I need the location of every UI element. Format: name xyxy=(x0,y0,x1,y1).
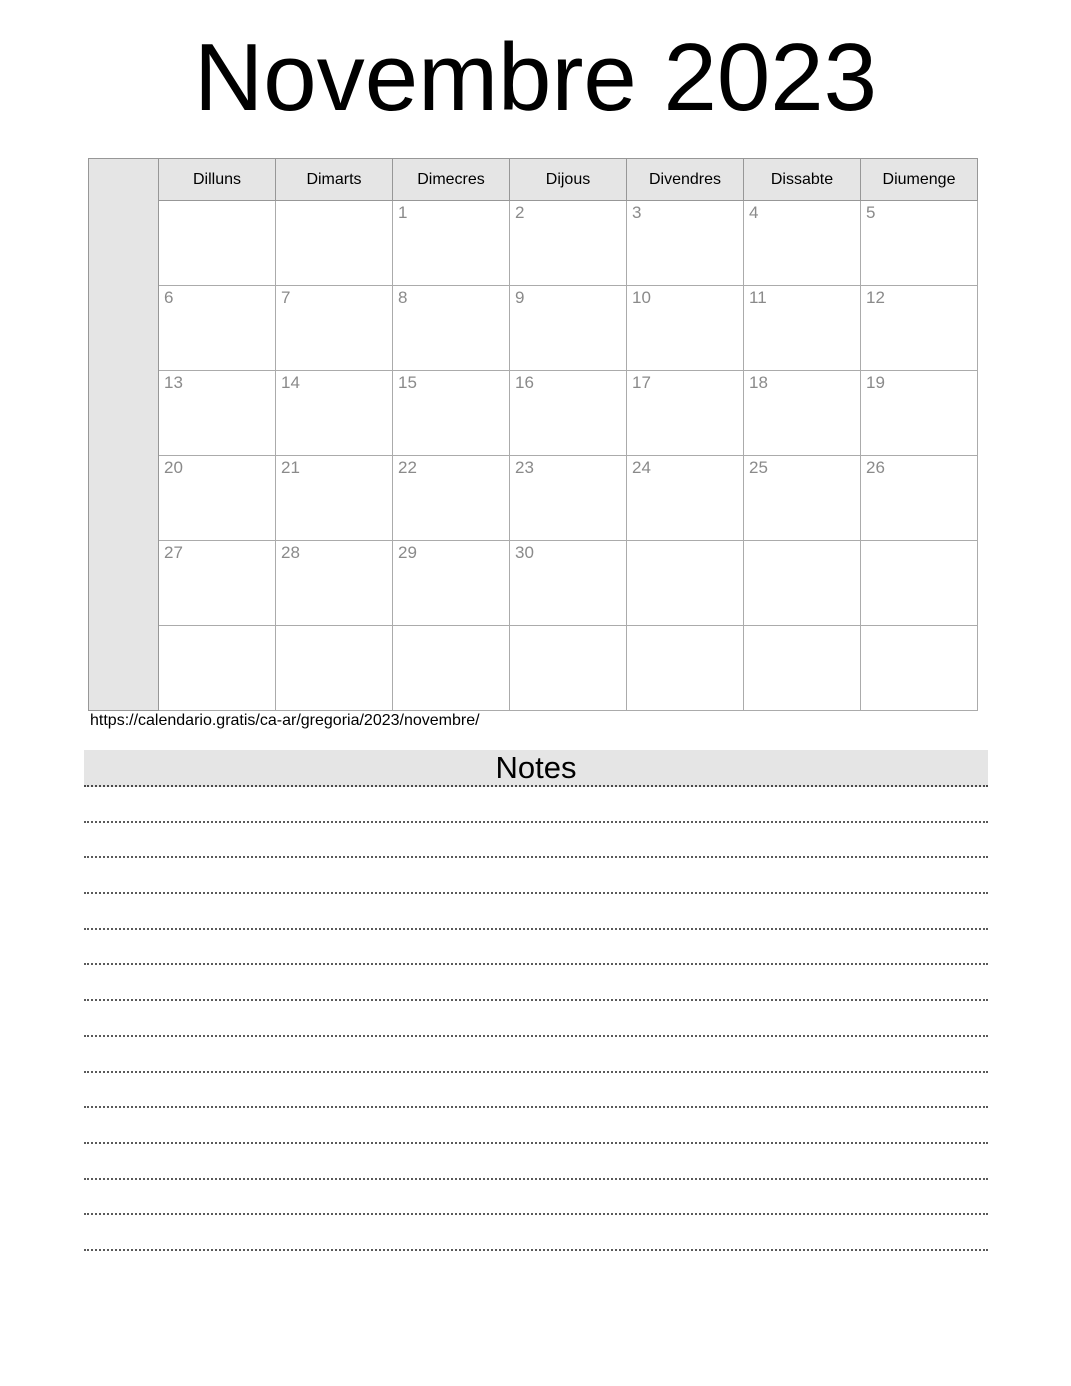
day-cell xyxy=(159,371,276,456)
day-cell xyxy=(627,626,744,711)
day-cell xyxy=(744,201,861,286)
note-line xyxy=(84,1180,988,1216)
day-number xyxy=(276,626,392,628)
day-number: 23 xyxy=(515,458,534,477)
week-row xyxy=(89,371,978,456)
note-line xyxy=(84,823,988,859)
day-header-dilluns: Dilluns xyxy=(159,159,276,201)
day-number xyxy=(627,626,743,628)
day-number: 21 xyxy=(281,458,300,477)
day-number xyxy=(627,541,743,543)
day-cell xyxy=(861,541,978,626)
day-cell xyxy=(276,541,393,626)
day-cell xyxy=(861,371,978,456)
day-number: 29 xyxy=(398,543,417,562)
day-cell xyxy=(510,371,627,456)
day-number: 20 xyxy=(164,458,183,477)
note-line xyxy=(84,894,988,930)
day-cell xyxy=(159,541,276,626)
day-number: 30 xyxy=(515,543,534,562)
day-cell xyxy=(510,541,627,626)
note-line xyxy=(84,787,988,823)
day-number: 2 xyxy=(515,203,525,222)
day-number: 7 xyxy=(281,288,291,307)
day-cell xyxy=(627,456,744,541)
day-cell xyxy=(159,456,276,541)
week-row xyxy=(89,541,978,626)
day-number: 19 xyxy=(866,373,885,392)
note-line xyxy=(84,930,988,966)
day-number: 15 xyxy=(398,373,417,392)
day-cell xyxy=(510,201,627,286)
day-header-row xyxy=(89,159,978,201)
week-row xyxy=(89,626,978,711)
note-line xyxy=(84,1108,988,1144)
day-number: 13 xyxy=(164,373,183,392)
day-cell xyxy=(276,371,393,456)
calendar-table xyxy=(88,158,978,711)
day-header-dimecres: Dimecres xyxy=(393,159,510,201)
day-number xyxy=(861,541,977,543)
day-cell xyxy=(276,626,393,711)
day-header-dissabte: Dissabte xyxy=(744,159,861,201)
day-header-divendres: Divendres xyxy=(627,159,744,201)
day-number xyxy=(159,201,275,203)
day-number: 1 xyxy=(398,203,408,222)
day-number: 10 xyxy=(632,288,651,307)
day-number: 11 xyxy=(749,288,767,307)
day-number: 6 xyxy=(164,288,174,307)
day-number: 8 xyxy=(398,288,408,307)
day-number: 5 xyxy=(866,203,876,222)
day-number xyxy=(393,626,509,628)
day-number: 12 xyxy=(866,288,885,307)
source-url: https://calendario.gratis/ca-ar/gregoria/2023/novembre/ xyxy=(90,712,480,729)
day-number: 3 xyxy=(632,203,642,222)
note-line xyxy=(84,1037,988,1073)
day-number: 26 xyxy=(866,458,885,477)
week-row xyxy=(89,201,978,286)
day-number: 4 xyxy=(749,203,759,222)
note-line xyxy=(84,858,988,894)
day-cell xyxy=(393,541,510,626)
notes-header-bar xyxy=(84,750,988,787)
day-number xyxy=(510,626,626,628)
day-header-dimarts: Dimarts xyxy=(276,159,393,201)
day-number: 27 xyxy=(164,543,183,562)
day-cell xyxy=(393,371,510,456)
day-cell xyxy=(510,456,627,541)
day-number: 17 xyxy=(632,373,651,392)
day-cell xyxy=(744,456,861,541)
note-line xyxy=(84,1001,988,1037)
day-number xyxy=(159,626,275,628)
day-cell xyxy=(744,286,861,371)
day-cell xyxy=(627,201,744,286)
week-row xyxy=(89,456,978,541)
day-number: 25 xyxy=(749,458,768,477)
day-number: 18 xyxy=(749,373,768,392)
day-cell xyxy=(393,456,510,541)
day-cell xyxy=(393,626,510,711)
page-title: Novembre 2023 xyxy=(193,24,878,131)
day-number xyxy=(276,201,392,203)
week-row xyxy=(89,286,978,371)
note-line xyxy=(84,1144,988,1180)
day-number xyxy=(744,626,860,628)
day-number: 22 xyxy=(398,458,417,477)
day-cell xyxy=(276,201,393,286)
note-line xyxy=(84,1073,988,1109)
day-cell xyxy=(861,456,978,541)
day-cell xyxy=(744,626,861,711)
note-line xyxy=(84,965,988,1001)
day-cell xyxy=(744,541,861,626)
day-number xyxy=(744,541,860,543)
notes-title: Notes xyxy=(495,750,577,785)
day-number: 28 xyxy=(281,543,300,562)
day-cell xyxy=(159,201,276,286)
day-cell xyxy=(744,371,861,456)
day-header-diumenge: Diumenge xyxy=(861,159,978,201)
day-number: 14 xyxy=(281,373,300,392)
day-cell xyxy=(861,626,978,711)
day-cell xyxy=(393,286,510,371)
day-cell xyxy=(159,286,276,371)
day-number: 16 xyxy=(515,373,534,392)
day-cell xyxy=(510,286,627,371)
day-cell xyxy=(861,286,978,371)
week-number-column xyxy=(89,159,159,711)
day-cell xyxy=(159,626,276,711)
day-cell xyxy=(393,201,510,286)
notes-area xyxy=(84,787,988,1251)
day-cell xyxy=(627,286,744,371)
day-cell xyxy=(276,456,393,541)
note-line xyxy=(84,1215,988,1251)
day-number xyxy=(861,626,977,628)
day-cell xyxy=(276,286,393,371)
day-number: 24 xyxy=(632,458,651,477)
day-cell xyxy=(627,541,744,626)
day-number: 9 xyxy=(515,288,525,307)
day-cell xyxy=(861,201,978,286)
day-header-dijous: Dijous xyxy=(510,159,627,201)
day-cell xyxy=(627,371,744,456)
day-cell xyxy=(510,626,627,711)
